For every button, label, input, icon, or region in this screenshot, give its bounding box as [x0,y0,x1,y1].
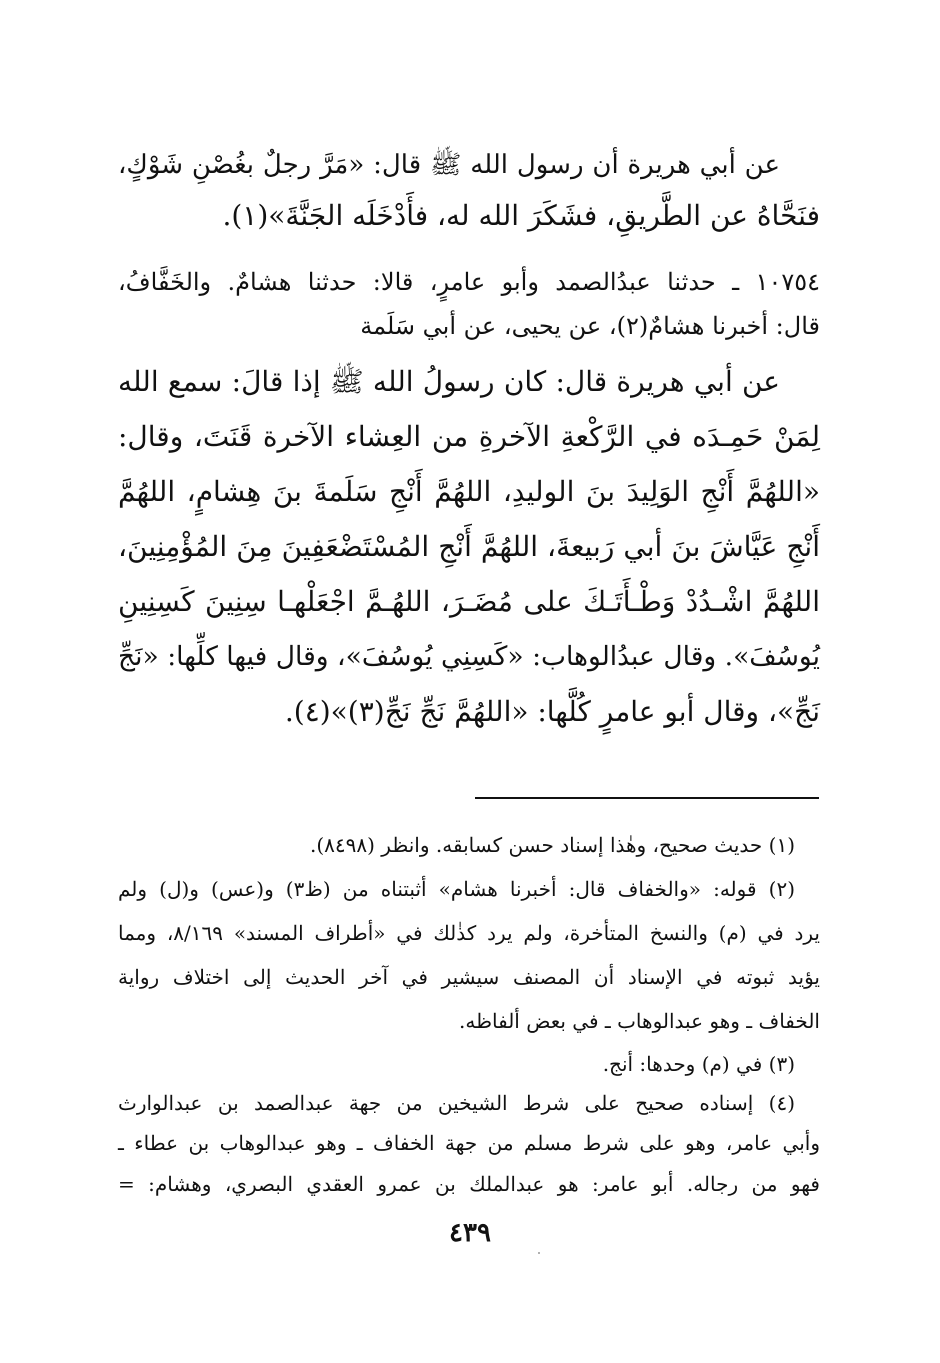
hadith-10754-matn-line-1: عن أبي هريرة قال: كان رسولُ الله ﷺ إذا قالَ: سمع الله [118,365,780,398]
footnote-3-line-1: (٣) في (م) وحدها: أنج. [602,1052,795,1076]
page-number: ٤٣٩ [449,1218,491,1248]
hadith-top-line-2: فنَحَّاهُ عن الطَّريقِ، فشَكَرَ الله له، فأَدْخَلَه الجَنَّةَ»(١). [222,199,820,232]
footnote-2-line-1: (٢) قوله: «والخفاف قال: أخبرنا هشام» أثبتناه من (ظ٣) و(عس) و(ل) ولم [118,877,795,901]
hadith-10754-matn-line-4: أَنْجِ عَيَّاشَ بنَ أبي رَبيعةَ، اللهُمَّ أَنْجِ المُسْتَضْعَفِينَ مِنَ المُؤْمِنِينَ، [118,530,820,563]
footnote-2-line-3: يؤيد ثبوته في الإسناد أن المصنف سيشير في آخر الحديث إلى اختلاف رواية [118,965,820,989]
footnote-1-line-1: (١) حديث صحيح، وهٰذا إسناد حسن كسابقه. وانظر (٨٤٩٨). [309,833,795,857]
footnote-2-line-2: يرد في (م) والنسخ المتأخرة، ولم يرد كذٰلك في «أطراف المسند» ٨/١٦٩، ومما [118,921,820,945]
hadith-10754-matn-line-3: «اللهُمَّ أَنْجِ الوَلِيدَ بنَ الوليدِ، اللهُمَّ أَنْجِ سَلَمةَ بنَ هِشامٍ، اللهُمَّ [118,475,820,508]
hadith-top-line-1: عن أبي هريرة أن رسول الله ﷺ قال: «مَرَّ رجلٌ بغُصْنِ شَوْكٍ، [118,150,780,180]
scan-speck [538,1252,540,1254]
hadith-10754-matn-line-5: اللهُمَّ اشْـدُدْ وَطْـأَتَـكَ على مُضَـرَ، اللهُـمَّ اجْعَلْهـا سِنِينَ كَسِنِينِ [118,585,820,618]
footnote-4-line-2: وأبي عامر، وهو على شرط مسلم من جهة الخفاف ـ وهو عبدالوهاب بن عطاء ـ [118,1131,820,1155]
hadith-10754-matn-line-6: يُوسُفَ». وقال عبدُالوهاب: «كَسِنِي يُوسُفَ»، وقال فيها كلِّها: «نَجِّ [118,641,820,672]
footnote-4-line-3: فهو من رجاله. أبو عامر: هو عبدالملك بن عمرو العقدي البصري، وهشام: = [118,1172,820,1196]
footnote-4-line-1: (٤) إسناده صحيح على شرط الشيخين من جهة عبدالصمد بن عبدالوارث [118,1091,795,1115]
footnote-2-line-4: الخفاف ـ وهو عبدالوهاب ـ في بعض ألفاظه. [459,1009,820,1033]
footnote-separator [475,797,819,799]
hadith-10754-isnad-line-1: ١٠٧٥٤ ـ حدثنا عبدُالصمد وأبو عامرٍ، قالا: حدثنا هشامٌ. والخَفَّافُ، [118,268,820,296]
hadith-10754-isnad-line-2: قال: أخبرنا هشامٌ(٢)، عن يحيى، عن أبي سَلَمة [360,312,820,340]
hadith-10754-matn-line-7: نَجِّ»، وقال أبو عامرٍ كُلَّها: «اللهُمَّ نَجِّ نَجِّ(٣)»(٤). [284,695,820,728]
hadith-10754-matn-line-2: لِمَنْ حَمِـدَه في الرَّكْعةِ الآخرةِ من العِشاء الآخرة قَنَتَ، وقال: [118,420,820,453]
